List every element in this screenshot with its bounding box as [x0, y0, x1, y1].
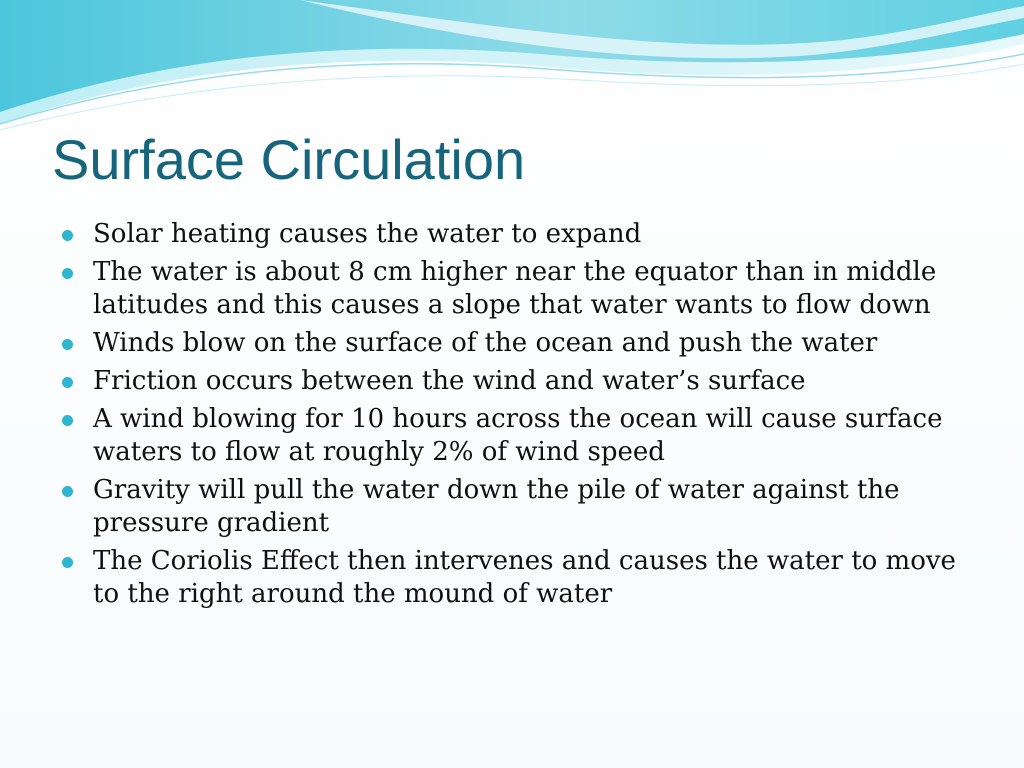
bullet-item — [62, 327, 982, 360]
bullet-dot-icon — [62, 557, 73, 568]
bullet-text: Gravity will pull the water down the pile of water against the pressure gradient — [93, 475, 900, 538]
bullet-dot-icon — [62, 268, 73, 279]
bullet-text: The Coriolis Effect then intervenes and causes the water to move to the right around the mound of water — [93, 546, 956, 609]
bullet-text: Winds blow on the surface of the ocean and push the water — [93, 328, 878, 358]
bullet-text: A wind blowing for 10 hours across the ocean will cause surface waters to flow at roughly 2% of wind speed — [93, 404, 943, 467]
bullet-item — [62, 365, 982, 398]
bullet-item — [62, 256, 982, 322]
bullet-dot-icon — [62, 486, 73, 497]
bullet-text: Solar heating causes the water to expand — [93, 219, 642, 249]
bullet-item — [62, 474, 982, 540]
bullet-dot-icon — [62, 339, 73, 350]
bullet-item — [62, 545, 982, 611]
bullet-item — [62, 218, 982, 251]
bullet-text: Friction occurs between the wind and water’s surface — [93, 366, 806, 396]
slide-title: Surface Circulation — [52, 128, 526, 191]
bullet-text: The water is about 8 cm higher near the equator than in middle latitudes and this causes a slope that water wants to flow down — [93, 257, 937, 320]
bullet-dot-icon — [62, 415, 73, 426]
bullet-item — [62, 403, 982, 469]
wave-banner-decoration — [0, 0, 1024, 130]
bullet-dot-icon — [62, 377, 73, 388]
bullet-dot-icon — [62, 230, 73, 241]
bullet-list — [62, 218, 982, 616]
